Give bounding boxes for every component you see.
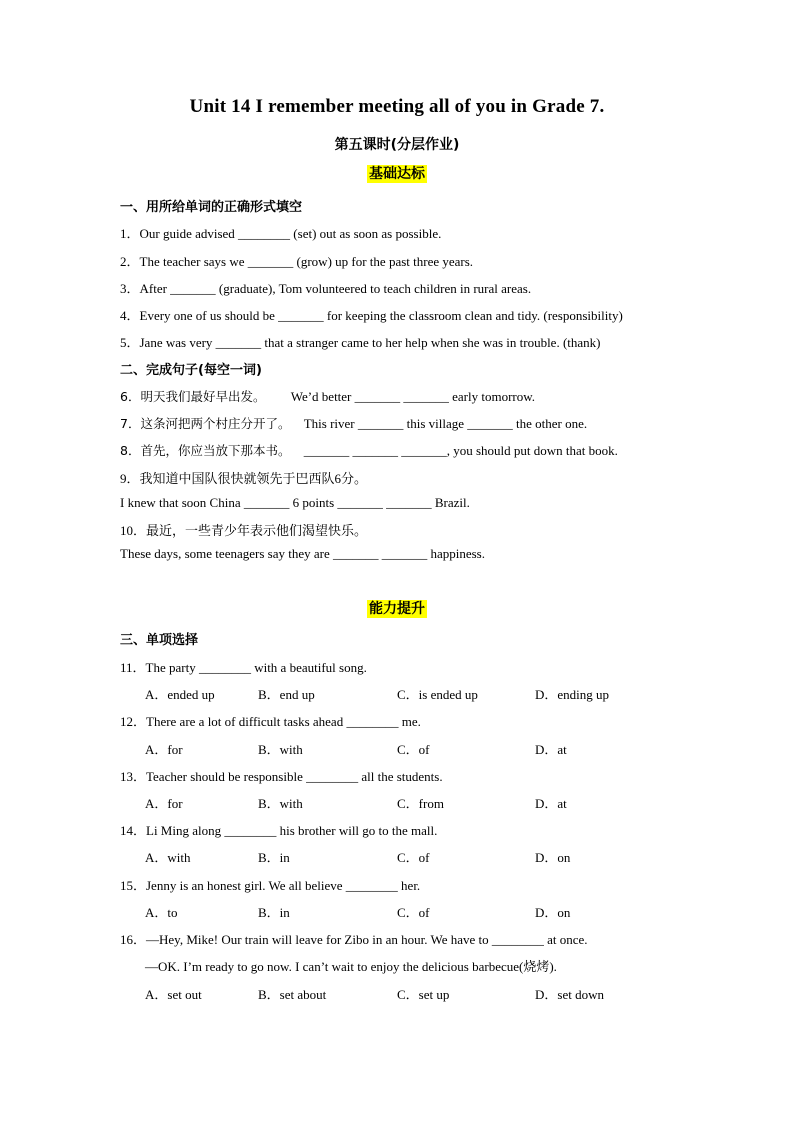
option-a: A．with bbox=[145, 850, 191, 865]
question-3: 3．After _______ (graduate), Tom volunteered to teach children in rural areas. bbox=[120, 281, 532, 296]
question-7-chinese: 7．这条河把两个村庄分开了。 bbox=[120, 416, 291, 431]
option-c: C．from bbox=[397, 796, 444, 811]
question-6 bbox=[120, 387, 535, 405]
question-4: 4．Every one of us should be _______ for keeping the classroom clean and tidy. (responsibility) bbox=[120, 308, 623, 323]
question-2: 2．The teacher says we _______ (grow) up for the past three years. bbox=[120, 254, 474, 269]
question-10-english: These days, some teenagers say they are _______ _______ happiness. bbox=[120, 546, 485, 561]
option-a: A．ended up bbox=[145, 687, 215, 702]
basic-level-label: 基础达标 bbox=[369, 166, 425, 182]
question-12: 12．There are a lot of difficult tasks ahead ________ me. bbox=[120, 714, 421, 729]
option-d: D．on bbox=[535, 850, 571, 865]
option-b: B．in bbox=[258, 850, 290, 865]
question-15: 15．Jenny is an honest girl. We all believe ________ her. bbox=[120, 878, 421, 893]
question-13: 13．Teacher should be responsible ________ all the students. bbox=[120, 769, 443, 784]
question-6-english: We’d better _______ _______ early tomorrow. bbox=[290, 389, 536, 404]
question-9-english: I knew that soon China _______ 6 points _______ _______ Brazil. bbox=[120, 495, 470, 510]
question-12-options bbox=[145, 739, 705, 757]
option-c: C．set up bbox=[397, 987, 450, 1002]
section1-heading: 一、用所给单词的正确形式填空 bbox=[120, 200, 303, 215]
basic-level-banner bbox=[0, 163, 794, 183]
question-11-options bbox=[145, 684, 705, 702]
option-d: D．set down bbox=[535, 987, 604, 1002]
advanced-level-banner bbox=[0, 598, 794, 618]
question-8-chinese: 8．首先，你应当放下那本书。 bbox=[120, 443, 291, 458]
question-5: 5．Jane was very _______ that a stranger came to her help when she was in trouble. (thank) bbox=[120, 335, 601, 350]
option-d: D．on bbox=[535, 905, 571, 920]
advanced-level-label: 能力提升 bbox=[369, 601, 425, 617]
question-8 bbox=[120, 441, 618, 459]
option-b: B．with bbox=[258, 796, 303, 811]
option-a: A．to bbox=[145, 905, 178, 920]
question-14: 14．Li Ming along ________ his brother will go to the mall. bbox=[120, 823, 438, 838]
question-6-chinese: 6．明天我们最好早出发。 bbox=[120, 389, 266, 404]
option-d: D．ending up bbox=[535, 687, 610, 702]
question-13-options bbox=[145, 793, 705, 811]
option-b: B．end up bbox=[258, 687, 315, 702]
option-b: B．in bbox=[258, 905, 290, 920]
question-7-english: This river _______ this village _______ the other one. bbox=[303, 416, 588, 431]
option-d: D．at bbox=[535, 742, 567, 757]
option-c: C．of bbox=[397, 850, 430, 865]
question-16-options bbox=[145, 984, 705, 1002]
question-8-english: _______ _______ _______, you should put down that book. bbox=[303, 443, 618, 458]
option-c: C．of bbox=[397, 905, 430, 920]
section3-heading: 三、单项选择 bbox=[120, 633, 199, 648]
question-1: 1．Our guide advised ________ (set) out as soon as possible. bbox=[120, 226, 442, 241]
page-title: Unit 14 I remember meeting all of you in Grade 7. bbox=[189, 96, 605, 117]
question-14-options bbox=[145, 847, 705, 865]
question-11: 11．The party ________ with a beautiful song. bbox=[120, 660, 367, 675]
option-a: A．set out bbox=[145, 987, 202, 1002]
lesson-subtitle: 第五课时(分层作业) bbox=[334, 137, 460, 153]
option-b: B．set about bbox=[258, 987, 327, 1002]
option-c: C．is ended up bbox=[397, 687, 478, 702]
option-d: D．at bbox=[535, 796, 567, 811]
section2-heading: 二、完成句子(每空一词) bbox=[120, 363, 262, 378]
question-15-options bbox=[145, 902, 705, 920]
option-b: B．with bbox=[258, 742, 303, 757]
question-9-chinese: 9．我知道中国队很快就领先于巴西队6分。 bbox=[120, 471, 368, 486]
question-10-chinese: 10．最近，一些青少年表示他们渴望快乐。 bbox=[120, 523, 368, 538]
question-16-prompt: 16．—Hey, Mike! Our train will leave for Zibo in an hour. We have to ________ at once. bbox=[120, 932, 588, 947]
option-a: A．for bbox=[145, 742, 183, 757]
question-7 bbox=[120, 414, 587, 432]
question-16-reply: —OK. I’m ready to go now. I can’t wait to enjoy the delicious barbecue(烧烤). bbox=[145, 959, 557, 974]
option-a: A．for bbox=[145, 796, 183, 811]
option-c: C．of bbox=[397, 742, 430, 757]
